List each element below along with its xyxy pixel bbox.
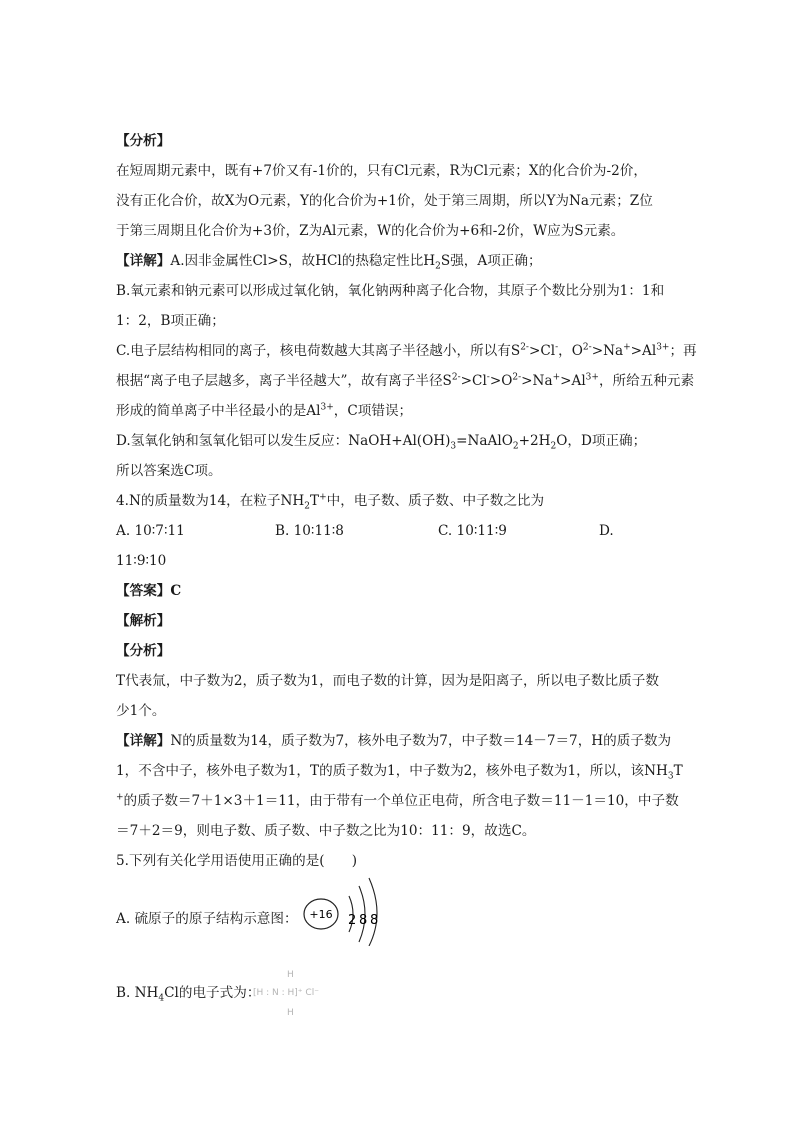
text-span: S强，A项正确； (440, 253, 542, 269)
superscript: + (552, 372, 561, 383)
shell-electrons-2: 8 (359, 913, 368, 928)
shell-arc-3 (369, 878, 377, 946)
text-span: N的质量数为14，质子数为7，核外电子数为7，中子数＝14－7＝7，H的质子数为 (170, 733, 672, 749)
text-span: Cl的电子式为： (164, 985, 261, 1001)
analysis-heading-2: 【分析】 (116, 643, 171, 659)
formula-top-h: H (287, 970, 294, 980)
option-b: B. 10∶11∶8 (275, 523, 344, 539)
text-span: >Al (560, 373, 586, 389)
superscript: 3+ (320, 402, 334, 413)
text-span: =NaAlO (456, 433, 513, 449)
superscript: + (319, 492, 327, 503)
text-span: 中，电子数、质子数、中子数之比为 (326, 493, 545, 509)
superscript: 2- (451, 372, 461, 383)
superscript: + (116, 792, 124, 803)
text-line: 1：2，B项正确； (116, 313, 225, 329)
text-span: D.氢氧化钠和氢氧化铝可以发生反应：NaOH+Al(OH) (116, 433, 451, 449)
text-span: B. NH (116, 985, 159, 1001)
detail-line-d (116, 431, 646, 451)
section-heading-analysis: 【分析】 (116, 133, 171, 149)
formula-bottom-h: H (287, 1008, 294, 1018)
subscript: 2 (512, 441, 519, 452)
option-d-value: 11∶9∶10 (116, 553, 167, 569)
superscript: 3+ (585, 372, 599, 383)
text-span: ，O (558, 343, 583, 359)
detail-line-c (116, 341, 697, 361)
text-span: 1，不含中子，核外电子数为1，T的质子数为1，中子数为2，核外电子数为1，所以，该NH (116, 763, 668, 779)
section-heading-detail: 【详解】 (116, 253, 171, 269)
detail-line-a (116, 251, 542, 271)
text-span: 的质子数＝7＋1×3＋1＝11，由于带有一个单位正电荷，所含电子数＝11－1＝10，中子数 (123, 793, 679, 809)
explanation-heading: 【解析】 (116, 613, 171, 629)
sulfur-atom-structure-diagram (303, 876, 393, 946)
text-span: O，D项正确； (556, 433, 647, 449)
option-5b (116, 983, 260, 1003)
superscript: 2- (520, 342, 529, 353)
text-span: >Na (521, 373, 553, 389)
shell-electrons-3: 8 (370, 913, 379, 928)
text-span: 形成的简单离子中半径最小的是Al (116, 403, 321, 419)
option-d: D. (599, 523, 614, 539)
text-span: T (673, 763, 683, 779)
option-5a: A. 硫原子的原子结构示意图： (116, 911, 298, 927)
text-span: T (310, 493, 320, 509)
detail-line-2a (116, 731, 671, 751)
superscript: 2- (512, 372, 522, 383)
text-span: >Cl (460, 373, 487, 389)
detail-line-c2 (116, 371, 694, 391)
text-span: >Na (591, 343, 624, 359)
subscript: 3 (450, 441, 457, 452)
text-line: 没有正化合价，故X为O元素，Y的化合价为+1价，处于第三周期，所以Y为Na元素；Z位 (116, 193, 653, 209)
question-4-stem (116, 491, 544, 511)
text-span: 4.N的质量数为14，在粒子NH (116, 493, 305, 509)
ammonium-chloride-electron-formula (251, 968, 361, 1018)
text-span: >Al (630, 343, 657, 359)
option-a: A. 10∶7∶11 (116, 523, 185, 539)
subscript: 4 (158, 993, 165, 1004)
superscript: 2- (582, 342, 592, 353)
text-span: ，C项错误； (333, 403, 413, 419)
text-span: ；再 (669, 343, 697, 359)
detail-line-2c (116, 791, 679, 811)
subscript: 3 (667, 771, 674, 782)
nucleus-charge: +16 (309, 908, 333, 921)
text-line: 少1个。 (116, 703, 166, 719)
answer-heading: 【答案】C (116, 583, 182, 599)
text-line: 所以答案选C项。 (116, 463, 222, 479)
text-line: B.氧元素和钠元素可以形成过氧化钠，氧化钠两种离子化合物，其原子个数比分别为1：1和 (116, 283, 665, 299)
text-span: C.电子层结构相同的离子，核电荷数越大其离子半径越小，所以有S (116, 343, 521, 359)
text-span: >O (489, 373, 513, 389)
superscript: 3+ (656, 342, 670, 353)
subscript: 2 (435, 261, 441, 272)
text-span: +2H (518, 433, 551, 449)
text-line: 在短周期元素中，既有+7价又有-1价的，只有Cl元素，R为Cl元素；X的化合价为-2价， (116, 163, 647, 179)
superscript: - (555, 342, 559, 353)
text-span: 根据“离子电子层越多，离子半径越大”，故有离子半径S (116, 373, 452, 389)
text-span: A.因非金属性Cl>S，故HCl的热稳定性比H (170, 253, 436, 269)
text-line: 于第三周期且化合价为+3价，Z为Al元素，W的化合价为+6和-2价，W应为S元素。 (116, 223, 625, 239)
section-heading-detail-2: 【详解】 (116, 733, 171, 749)
text-span: ，所给五种元素 (598, 373, 695, 389)
shell-electrons-1: 2 (348, 913, 357, 928)
detail-line-2b (116, 761, 683, 781)
subscript: 2 (304, 501, 310, 512)
subscript: 2 (550, 441, 557, 452)
superscript: + (623, 342, 631, 353)
detail-line-c3 (116, 401, 412, 421)
text-line: T代表氚，中子数为2，质子数为1，而电子数的计算，因为是阳离子，所以电子数比质子数 (116, 673, 659, 689)
question-5-stem: 5.下列有关化学用语使用正确的是( ) (116, 853, 358, 869)
text-span: >Cl (528, 343, 556, 359)
superscript: - (486, 372, 490, 383)
text-line: ＝7＋2＝9，则电子数、质子数、中子数之比为10：11：9，故选C。 (116, 823, 536, 839)
option-c: C. 10∶11∶9 (438, 523, 507, 539)
formula-row: [H : N : H]⁺ Cl⁻ (253, 988, 319, 998)
